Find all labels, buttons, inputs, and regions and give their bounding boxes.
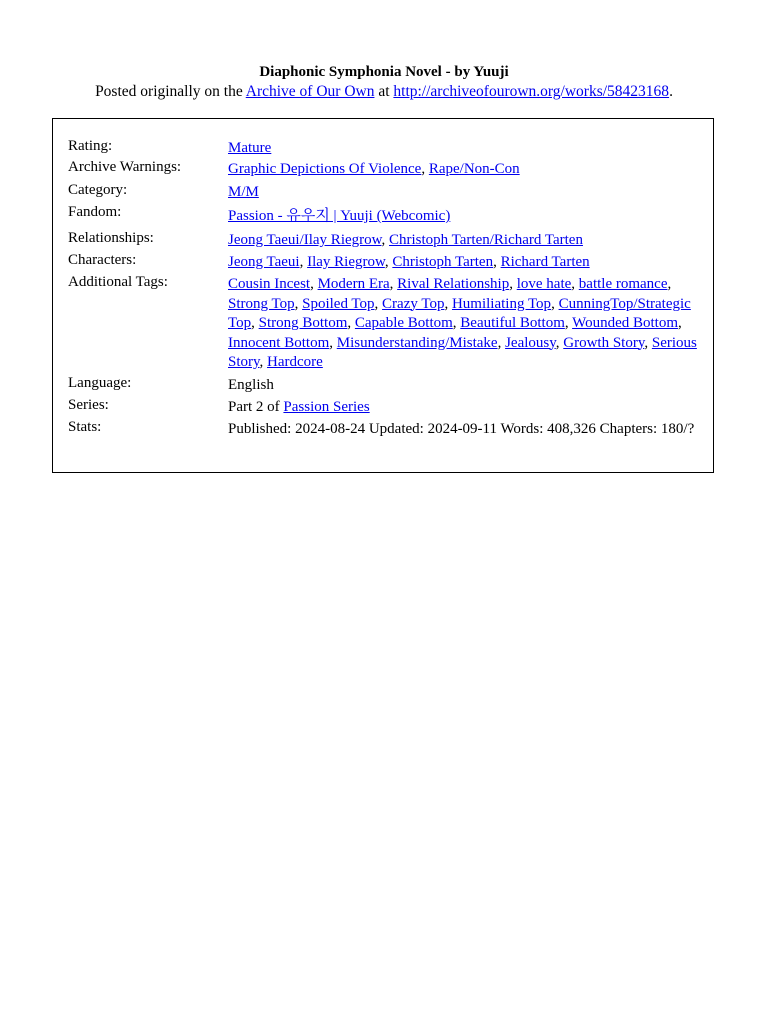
tag-link[interactable]: Christoph Tarten	[392, 254, 494, 270]
tag-separator: ,	[384, 254, 393, 270]
tag-separator: ,	[571, 276, 579, 292]
archive-link[interactable]: Archive of Our Own	[245, 83, 375, 100]
tag-link[interactable]: Ilay Riegrow	[307, 254, 385, 270]
tag-separator: ,	[452, 315, 461, 331]
series-label: Series:	[68, 397, 109, 413]
tag-separator: ,	[251, 315, 259, 331]
fandom-value	[228, 207, 701, 227]
tag-link[interactable]: Jeong Taeui	[228, 254, 300, 270]
rating-label: Rating:	[68, 138, 113, 154]
tag-link[interactable]: Rival Relationship	[397, 276, 510, 292]
tag-link[interactable]: love hate	[516, 276, 572, 292]
tag-separator: ,	[677, 315, 682, 331]
language-label: Language:	[68, 375, 132, 391]
warnings-label: Archive Warnings:	[68, 159, 182, 175]
posted-line	[0, 82, 768, 102]
tag-link[interactable]: Beautiful Bottom	[460, 315, 565, 331]
tag-link[interactable]: Capable Bottom	[354, 315, 453, 331]
tag-link[interactable]: Strong Top	[228, 295, 295, 312]
tag-separator: ,	[347, 315, 355, 331]
relationships-value	[228, 231, 701, 251]
tag-separator: ,	[374, 295, 383, 312]
tag-link[interactable]: Crazy Top	[382, 295, 445, 312]
fandom-link[interactable]: Passion - 유우지 | Yuuji (Webcomic)	[228, 208, 451, 224]
characters-value	[228, 253, 701, 273]
tag-link[interactable]: Jealousy	[505, 334, 556, 351]
tag-link[interactable]: Hardcore	[267, 354, 323, 370]
tag-separator: ,	[294, 295, 303, 312]
work-header	[0, 62, 768, 102]
work-meta-box	[52, 118, 714, 473]
end-period: .	[669, 83, 673, 100]
stats-value: Published: 2024-08-24 Updated: 2024-09-11 Words: 408,326 Chapters: 180/?	[228, 421, 695, 437]
series-value	[228, 398, 701, 418]
work-title: Diaphonic Symphonia Novel - by Yuuji	[259, 64, 509, 80]
tag-link[interactable]: Growth Story	[563, 334, 645, 351]
tag-separator: ,	[389, 276, 398, 292]
posted-prefix: Posted originally on the	[95, 83, 246, 100]
tag-link[interactable]: Rape/Non-Con	[428, 161, 520, 177]
series-prefix: Part 2 of	[228, 399, 284, 415]
tag-separator: ,	[564, 315, 573, 331]
category-link[interactable]: M/M	[228, 184, 259, 200]
tag-separator: ,	[310, 276, 318, 292]
stats-label: Stats:	[68, 419, 102, 435]
tag-separator: ,	[259, 354, 268, 370]
tag-separator: ,	[329, 334, 337, 351]
rating-link[interactable]: Mature	[228, 140, 272, 156]
additional-tags-value	[228, 275, 701, 373]
tag-separator: ,	[299, 254, 308, 270]
tag-separator: ,	[421, 161, 429, 177]
additional-tags-label: Additional Tags:	[68, 274, 168, 290]
tag-link[interactable]: Christoph Tarten/Richard Tarten	[389, 232, 583, 248]
tag-link[interactable]: Spoiled Top	[302, 295, 375, 312]
tag-separator: ,	[497, 334, 506, 351]
characters-label: Characters:	[68, 252, 137, 268]
work-url-link[interactable]: http://archiveofourown.org/works/58423168	[393, 83, 670, 100]
tag-link[interactable]: Strong Bottom	[258, 315, 348, 331]
tag-separator: ,	[493, 254, 501, 270]
rating-value	[228, 139, 701, 159]
tag-link[interactable]: CunningTop/Strategic Top	[228, 295, 691, 331]
relationships-label: Relationships:	[68, 230, 154, 246]
category-label: Category:	[68, 182, 128, 198]
tag-link[interactable]: Modern Era	[317, 276, 390, 292]
tag-link[interactable]: Wounded Bottom	[572, 315, 678, 331]
tag-link[interactable]: Richard Tarten	[500, 254, 590, 270]
tag-link[interactable]: Cousin Incest	[228, 276, 311, 292]
tag-separator: ,	[381, 232, 389, 248]
category-value	[228, 183, 701, 203]
tag-link[interactable]: Misunderstanding/Mistake	[336, 334, 498, 351]
fandom-label: Fandom:	[68, 204, 122, 220]
series-link[interactable]: Passion Series	[283, 399, 370, 415]
language-value: English	[228, 377, 274, 393]
tag-link[interactable]: battle romance	[578, 276, 668, 292]
tag-link[interactable]: Humiliating Top	[451, 295, 552, 312]
tag-link[interactable]: Graphic Depictions Of Violence	[228, 161, 422, 177]
at-text: at	[374, 83, 394, 100]
tag-separator: ,	[644, 334, 652, 351]
tag-separator: ,	[509, 276, 517, 292]
tag-separator: ,	[667, 276, 672, 292]
tag-separator: ,	[551, 295, 559, 312]
tag-link[interactable]: Serious Story	[228, 334, 697, 370]
warnings-value	[228, 160, 701, 180]
tag-separator: ,	[555, 334, 564, 351]
tag-link[interactable]: Innocent Bottom	[228, 334, 330, 351]
tag-separator: ,	[444, 295, 452, 312]
tag-link[interactable]: Jeong Taeui/Ilay Riegrow	[228, 232, 382, 248]
